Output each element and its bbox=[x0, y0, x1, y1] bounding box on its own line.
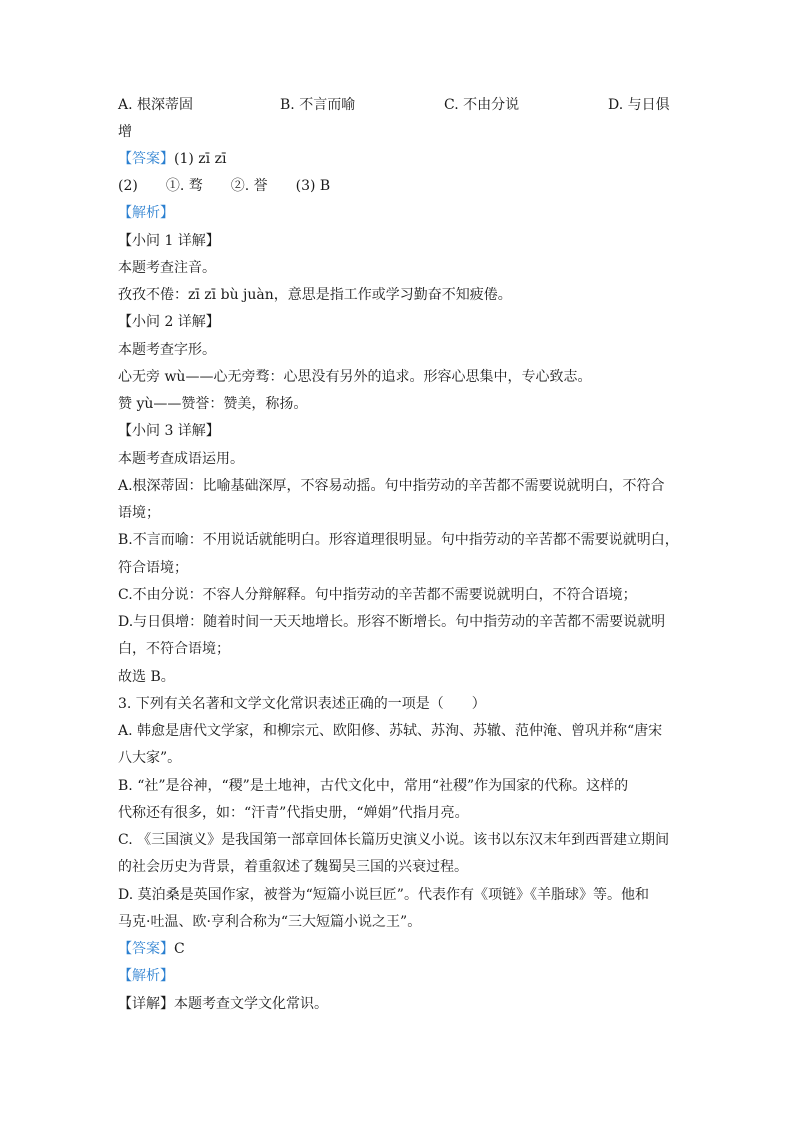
option-c: C. 不由分说 bbox=[444, 97, 520, 113]
subquestion-3-b2: 符合语境； bbox=[118, 560, 188, 576]
option-d: D. 与日俱 bbox=[608, 97, 670, 113]
answer-tag: 【答案】 bbox=[118, 151, 174, 167]
question-3-option-b1: B. “社”是谷神，“稷”是土地神，古代文化中，常用“社稷”作为国家的代称。这样的 bbox=[118, 778, 629, 794]
question-3-option-d2: 马克·吐温、欧·亨利合称为“三大短篇小说之王”。 bbox=[118, 914, 422, 930]
analysis-label-3: 【解析】 bbox=[118, 968, 174, 984]
answer-line-3 bbox=[118, 939, 185, 959]
answer-tag-3: 【答案】 bbox=[118, 941, 174, 957]
subquestion-3-d2: 白，不符合语境； bbox=[118, 641, 230, 657]
analysis-label: 【解析】 bbox=[118, 205, 174, 221]
subquestion-3-a2: 语境； bbox=[118, 505, 160, 521]
answer-line bbox=[118, 149, 226, 169]
question-3-option-c2: 的社会历史为背景，着重叙述了魏蜀吴三国的兴衰过程。 bbox=[118, 859, 468, 875]
answer-text-3: C bbox=[174, 941, 185, 957]
answer-line-2: (2) ①. 骛 ②. 誉 (3) B bbox=[118, 178, 331, 194]
option-a: A. 根深蒂固 bbox=[118, 97, 194, 113]
question-3-option-c1: C. 《三国演义》是我国第一部章回体长篇历史演义小说。该书以东汉末年到西晋建立期间 bbox=[118, 832, 670, 848]
subquestion-3-intro: 本题考查成语运用。 bbox=[118, 451, 244, 467]
subquestion-3-d1: D.与日俱增：随着时间一天天地增长。形容不断增长。句中指劳动的辛苦都不需要说就明 bbox=[118, 614, 666, 630]
subquestion-3-b1: B.不言而喻：不用说话就能明白。形容道理很明显。句中指劳动的辛苦都不需要说就明白， bbox=[118, 532, 679, 548]
subquestion-3-title: 【小问 3 详解】 bbox=[118, 423, 220, 439]
question-3-stem: 3. 下列有关名著和文学文化常识表述正确的一项是（ ） bbox=[118, 696, 486, 712]
answer-text: (1) zī zī bbox=[174, 151, 227, 167]
detail-line: 【详解】本题考查文学文化常识。 bbox=[118, 996, 328, 1012]
subquestion-2-line1: 心无旁 wù——心无旁骛：心思没有另外的追求。形容心思集中，专心致志。 bbox=[118, 369, 592, 385]
question-3-option-d1: D. 莫泊桑是英国作家，被誉为“短篇小说巨匠”。代表作有《项链》《羊脂球》等。他和 bbox=[118, 887, 649, 903]
subquestion-1-title: 【小问 1 详解】 bbox=[118, 233, 220, 249]
subquestion-1-body: 孜孜不倦：zī zī bù juàn，意思是指工作或学习勤奋不知疲倦。 bbox=[118, 287, 512, 303]
subquestion-1-intro: 本题考查注音。 bbox=[118, 260, 216, 276]
subquestion-2-intro: 本题考查字形。 bbox=[118, 342, 216, 358]
question-3-option-b2: 代称还有很多，如：“汗青”代指史册，“婵娟”代指月亮。 bbox=[118, 805, 469, 821]
subquestion-3-conclusion: 故选 B。 bbox=[118, 669, 175, 685]
subquestion-3-c1: C.不由分说：不容人分辩解释。句中指劳动的辛苦都不需要说就明白，不符合语境； bbox=[118, 587, 637, 603]
subquestion-2-line2: 赞 yù——赞誉：赞美，称扬。 bbox=[118, 396, 308, 412]
option-b: B. 不言而喻 bbox=[280, 97, 356, 113]
subquestion-3-a1: A.根深蒂固：比喻基础深厚，不容易动摇。句中指劳动的辛苦都不需要说就明白，不符合 bbox=[118, 478, 665, 494]
question-3-option-a1: A. 韩愈是唐代文学家，和柳宗元、欧阳修、苏轼、苏洵、苏辙、范仲淹、曾巩并称“唐宋 bbox=[118, 723, 663, 739]
question-3-option-a2: 八大家”。 bbox=[118, 750, 182, 766]
option-d-wrap: 增 bbox=[118, 124, 132, 140]
subquestion-2-title: 【小问 2 详解】 bbox=[118, 314, 220, 330]
